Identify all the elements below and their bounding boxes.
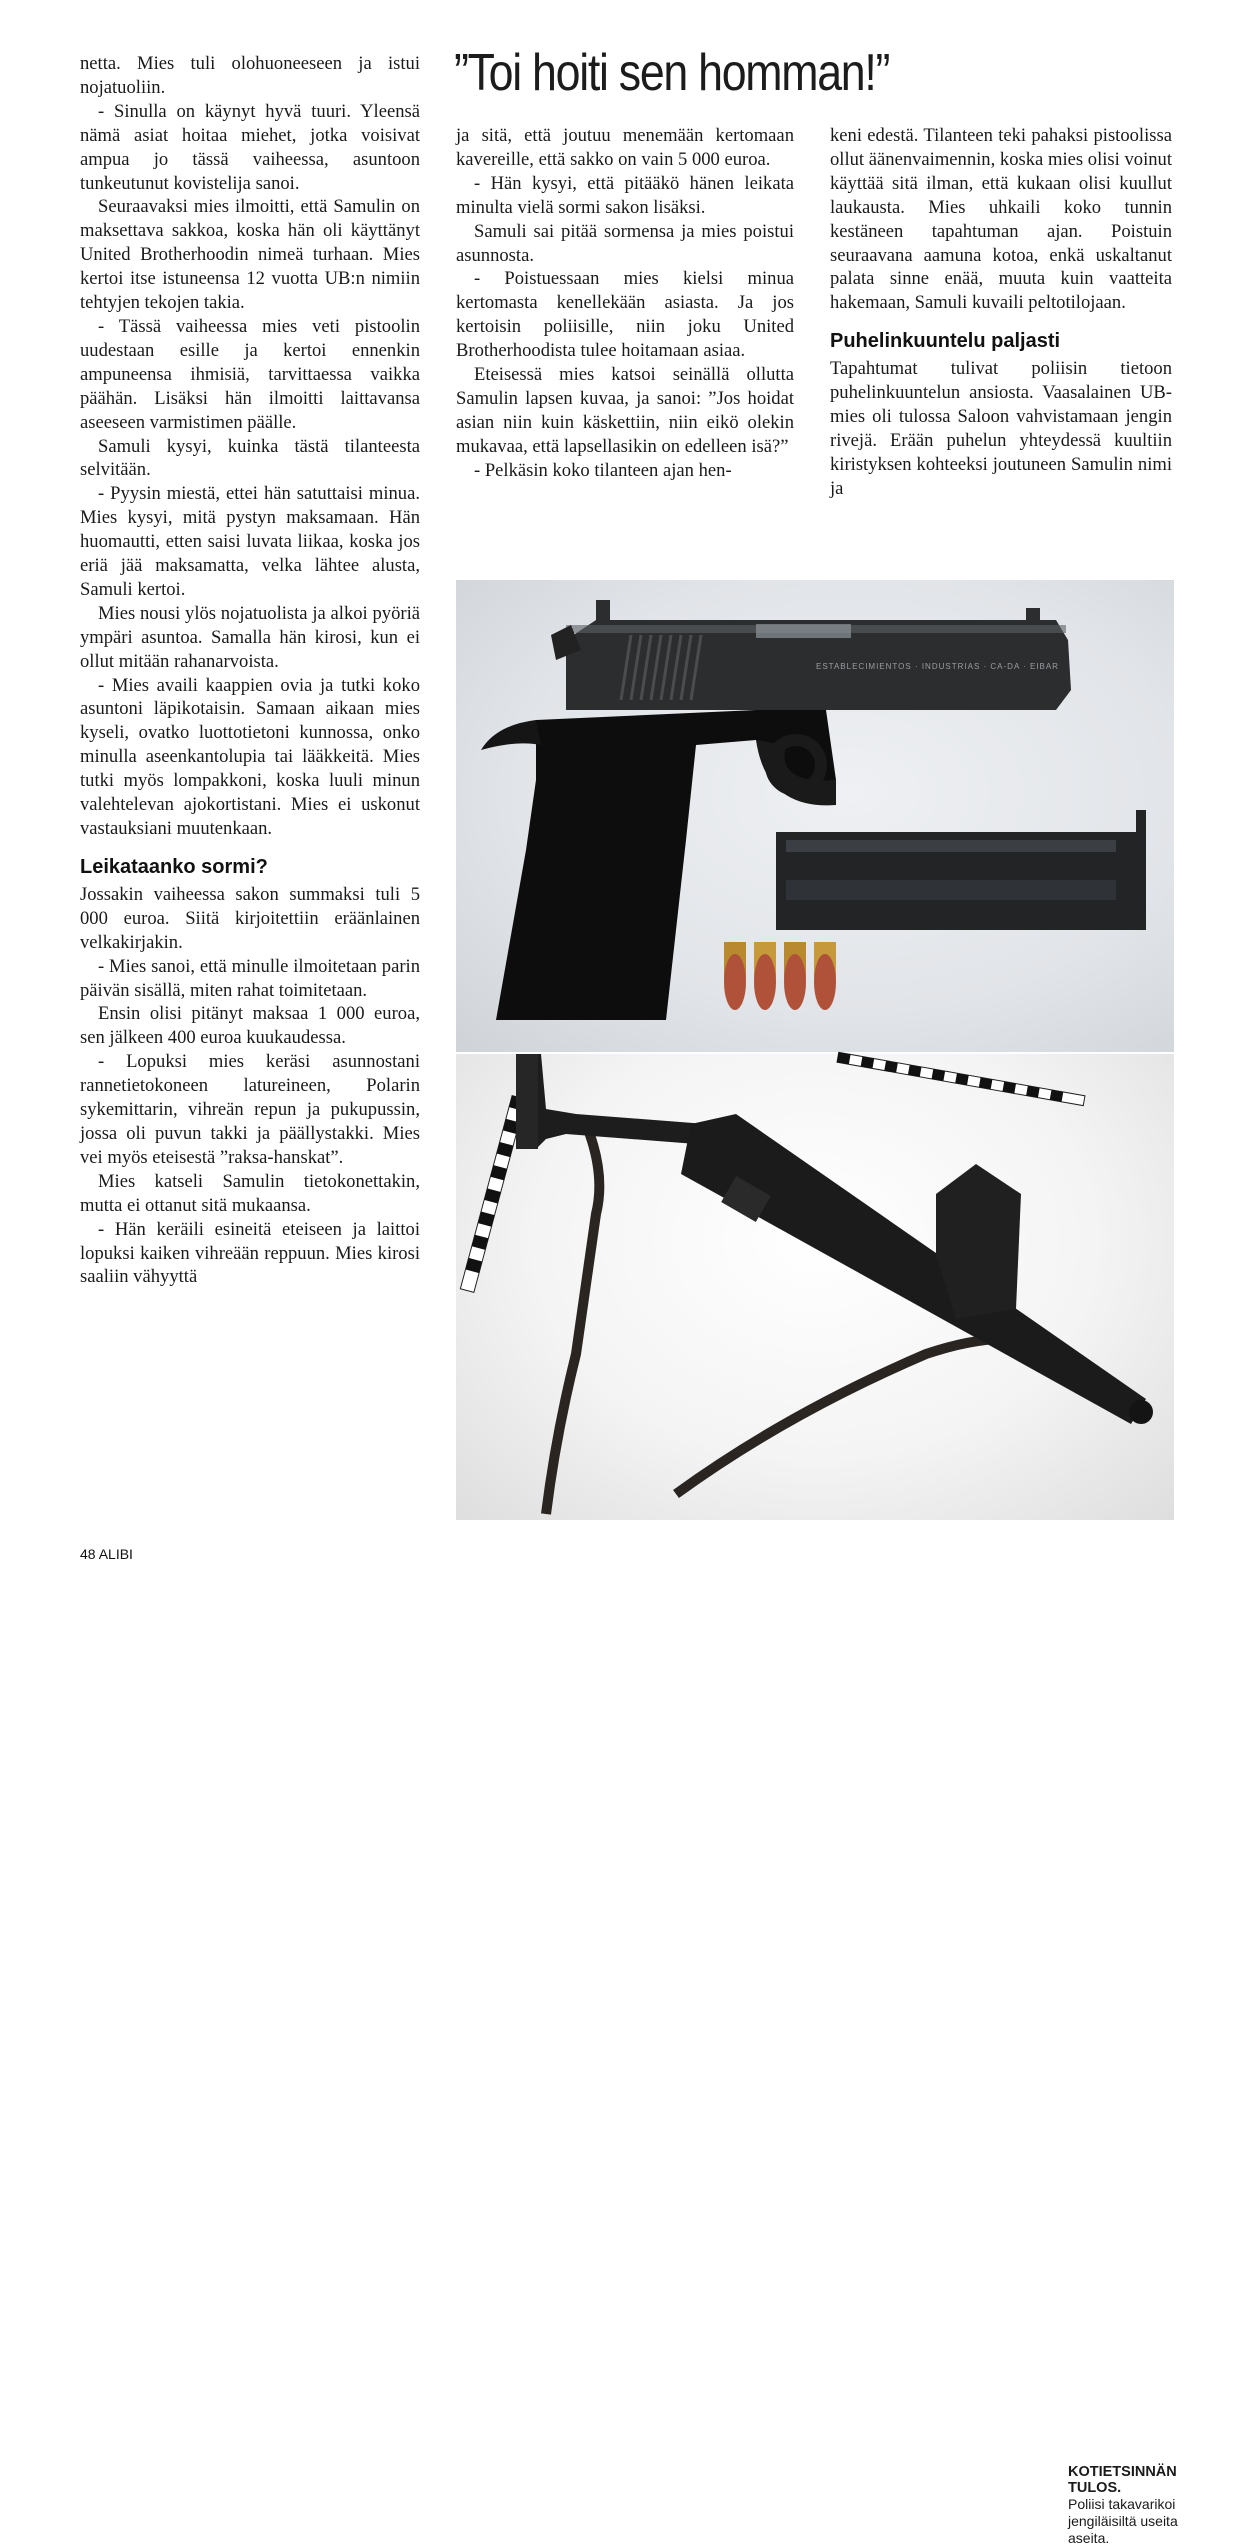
subheading: Puhelinkuuntelu paljasti	[830, 330, 1061, 353]
paragraph: - Poistuessaan mies kielsi minua kertomasta kenellekään asiasta. Ja jos kertoisin poliisille, niin joku United Brotherhoodista tulee hoitamaan asiaa.	[456, 268, 794, 362]
paragraph: - Mies sanoi, että minulle ilmoitetaan parin päivän sisällä, miten rahat toimitetaan.	[80, 955, 420, 1001]
paragraph: Seuraavaksi mies ilmoitti, että Samulin on maksettava sakkoa, koska hän oli käyttänyt United Brotherhoodin nimeä turhaan. Mies kertoi itse istuneensa 12 vuotta UB:n nimiin tehtyjen tekojen takia.	[80, 196, 420, 314]
paragraph: netta. Mies tuli olohuoneeseen ja istui nojatuoliin.	[80, 53, 420, 98]
article-headline: ”Toi hoiti sen homman!”	[454, 44, 890, 102]
page-folio: 48 ALIBI	[80, 1546, 133, 1562]
paragraph: - Mies availi kaappien ovia ja tutki koko asuntoni läpikotaisin. Samaan aikaan mies kyseli, ovatko luottotietoni kunnossa, onko minulla aseenkantolupia tai lääkkeitä. Mies tutki myös lompakkoni, koska luuli minun valehtelevan ajokortistani. Mies ei uskonut vastauksiani muutenkaan.	[80, 674, 420, 839]
paragraph: - Hän keräili esineitä eteiseen ja laittoi lopuksi kaiken vihreään reppuun. Mies kirosi saaliin vähyyttä	[80, 1218, 420, 1288]
paragraph: keni edestä. Tilanteen teki pahaksi pistoolissa ollut äänenvaimennin, koska mies olisi voinut käyttää sitä ilman, että kukaan olisi kuullut laukausta. Mies uhkaili koko tunnin kestäneen tapahtuman ajan. Poistuin seuraavana aamuna kotoa, enkä uskaltanut palata sinne enää, muuta kuin vaatteita hakemaan, Samuli kuvaili peltotilojaan.	[830, 125, 1172, 314]
paragraph: Tapahtumat tulivat poliisin tietoon puhelinkuuntelun ansiosta. Vaasalainen UB-mies oli tulossa Saloon vahvistamaan jengin rivejä. Erään puhelun yhteydessä kuultiin kiristyksen kohteeksi joutuneen Samulin nimi ja	[830, 358, 1172, 499]
pistol-photo	[456, 580, 1174, 1052]
paragraph: Ensin olisi pitänyt maksaa 1 000 euroa, sen jälkeen 400 euroa kuukaudessa.	[80, 1003, 420, 1049]
paragraph: Mies nousi ylös nojatuolista ja alkoi pyöriä ympäri asuntoa. Samalla hän kirosi, kun ei ollut mitään rahanarvoista.	[80, 602, 420, 672]
paragraph: - Pelkäsin koko tilanteen ajan hen-	[474, 459, 732, 481]
text-column-3	[830, 124, 1172, 501]
submachine-gun-illustration	[456, 1054, 1174, 1520]
photo-caption	[1068, 2464, 1218, 2547]
paragraph: Samuli kysyi, kuinka tästä tilanteesta selvitään.	[80, 435, 420, 481]
paragraph: - Lopuksi mies keräsi asunnostani rannetietokoneen latureineen, Polarin sykemittarin, vihreän repun ja pukupussin, jossa oli puvun takki ja päällystakki. Mies vei myös eteisestä ”raksa-hanskat”.	[80, 1051, 420, 1168]
paragraph: Jossakin vaiheessa sakon summaksi tuli 5 000 euroa. Siitä kirjoitettiin eräänlainen velkakirjakin.	[80, 883, 420, 953]
cartridges	[724, 942, 836, 1010]
paragraph: ja sitä, että joutuu menemään kertomaan kavereille, että sakko on vain 5 000 euroa.	[456, 125, 794, 170]
paragraph: - Tässä vaiheessa mies veti pistoolin uudestaan esille ja kertoi ennenkin ampuneensa ihmisiä, tarvittaessa vaikka päähän. Lisäksi hän ilmoitti laittavansa aseeseen varmistimen päälle.	[80, 315, 420, 433]
paragraph: Samuli sai pitää sormensa ja mies poistui asunnosta.	[456, 220, 794, 266]
text-column-1	[80, 52, 420, 1289]
slide-engraving: ESTABLECIMIENTOS · INDUSTRIAS · CA-DA · EIBAR	[816, 662, 1059, 671]
caption-body: Poliisi takavarikoi jengiläisiltä useita aseita.	[1068, 2496, 1178, 2546]
paragraph: - Pyysin miestä, ettei hän satuttaisi minua. Mies kysyi, mitä pystyn maksamaan. Hän huomautti, etten saisi luvata liikaa, koska jos eriä jää maksamatta, velka lähtee alusta, Samuli kertoi.	[80, 483, 420, 600]
submachine-gun-photo	[456, 1054, 1178, 2546]
subheading: Leikataanko sormi?	[80, 855, 268, 878]
paragraph: - Hän kysyi, että pitääkö hänen leikata minulta vielä sormi sakon lisäksi.	[456, 172, 794, 218]
text-column-2	[456, 124, 794, 483]
paragraph: Mies katseli Samulin tietokonettakin, mutta ei ottanut sitä mukaansa.	[80, 1170, 420, 1216]
pistol-illustration	[456, 580, 1174, 1052]
paragraph: Eteisessä mies katsoi seinällä ollutta Samulin lapsen kuvaa, ja sanoi: ”Jos hoidat asian niin kuin käskettiin, niin eikö olekin mukavaa, että lapsellasikin on edelleen isä?”	[456, 364, 794, 457]
caption-title: KOTIETSINNÄN TULOS.	[1068, 2464, 1177, 2496]
paragraph: - Sinulla on käynyt hyvä tuuri. Yleensä nämä asiat hoitaa miehet, jotka voisivat ampua jo tässä vaiheessa, asuntoon tunkeutunut kovistelija sanoi.	[80, 100, 420, 194]
